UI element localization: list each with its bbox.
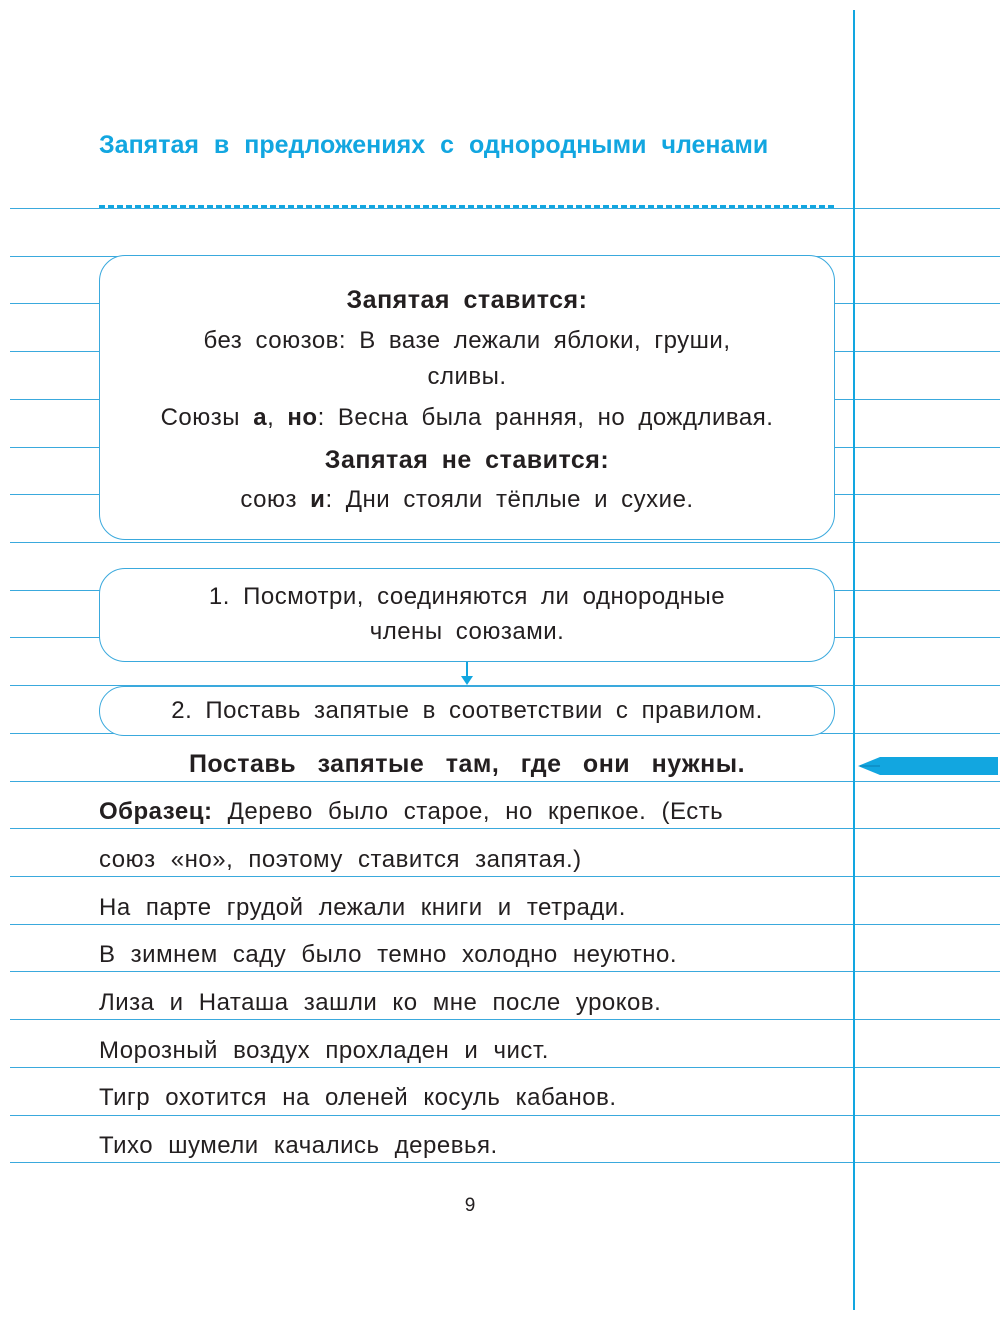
margin-line — [853, 10, 855, 1310]
arrow-head-icon — [461, 676, 473, 685]
sentence-3: Лиза и Наташа зашли ко мне после уроков. — [99, 989, 662, 1016]
rule-example-no-conjunction-cont: сливы. — [427, 363, 507, 390]
rule-example-conjunction-i: союз и: Дни стояли тёплые и сухие. — [240, 486, 694, 513]
conjunction-i: и — [310, 486, 326, 513]
sentence-4: Морозный воздух прохладен и чист. — [99, 1037, 549, 1064]
title-dashed-underline — [99, 205, 834, 208]
page-number: 9 — [464, 1195, 476, 1216]
sentence-6: Тихо шумели качались деревья. — [99, 1132, 498, 1159]
sample-line-1: Образец: Дерево было старое, но крепкое. (Есть — [99, 798, 724, 825]
sentence-2: В зимнем саду было темно холодно неуютно. — [99, 941, 677, 968]
conjunction-no: но — [287, 404, 318, 431]
rule-example-no-conjunction: без союзов: В вазе лежали яблоки, груши, — [203, 327, 731, 354]
pointer-icon — [858, 756, 998, 776]
sentence-1: На парте грудой лежали книги и тетради. — [99, 894, 626, 921]
conjunction-a: а — [253, 404, 268, 431]
rule-example-conjunctions-a-no: Союзы а, но: Весна была ранняя, но дождливая. — [160, 404, 774, 431]
sample-label: Образец: — [99, 798, 213, 825]
rule-heading-comma-used: Запятая ставится: — [346, 286, 588, 314]
sentence-5: Тигр охотится на оленей косуль кабанов. — [99, 1084, 617, 1111]
rule-heading-comma-not-used: Запятая не ставится: — [324, 446, 610, 474]
task-heading: Поставь запятые там, где они нужны. — [188, 750, 746, 778]
page-title: Запятая в предложениях с однородными членами — [99, 131, 769, 159]
step-1-line-2: члены союзами. — [369, 618, 565, 645]
step-1-line-1: 1. Посмотри, соединяются ли однородные — [208, 583, 726, 610]
step-2-text: 2. Поставь запятые в соответствии с правилом. — [171, 697, 763, 724]
sample-line-2: союз «но», поэтому ставится запятая.) — [99, 846, 582, 873]
